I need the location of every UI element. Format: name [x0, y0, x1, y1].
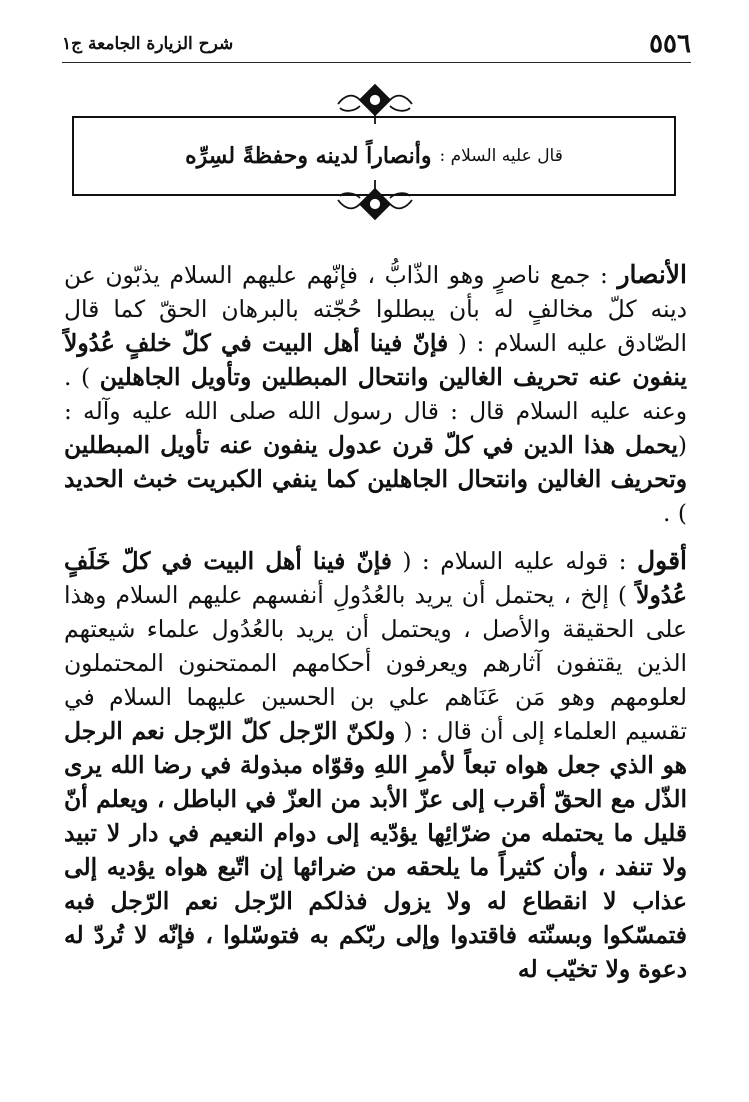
text-run: ) إلخ ، يحتمل أن يريد بالعُدُولِ أنفسهم عليهم السلام وهذا على الحقيقة والأصل ، ويحتمل أن يريد بالعُدُول علماء شيعتهم الذين يقتفون آثارهم ويعرفون أحكامهم الممتحنون المحتملون لعلومهم وهو مَن عَنَاهم علي بن الحسين عليهما السلام في تقسيم العلماء إلى أن قال : ( — [64, 581, 687, 745]
heading-quote: وأنصاراً لدينه وحفظةً لسِرِّه — [185, 143, 432, 169]
term-ansar: الأنصار — [617, 260, 687, 289]
running-head — [62, 26, 691, 63]
paragraph-ansar — [64, 258, 687, 530]
page-number: ٥٥٦ — [649, 29, 691, 59]
quote-repeat: فإنّ فينا أهل البيت في كلّ خَلَفٍ عُدُولاً — [64, 547, 687, 609]
paragraph-aqul — [64, 544, 687, 986]
text-run: : جمع ناصرٍ وهو الذّابُّ ، فإنّهم عليهم السلام يذبّون عن دينه كلّ مخالفٍ له بأن يبطلوا حُجّته بالبرهان الحقّ كما قال الصّادق عليه السلام : ( — [64, 261, 687, 357]
ornament-bottom-icon — [330, 178, 420, 222]
quote-sadiq: فإنّ فينا أهل البيت في كلّ خلفٍ عُدُولاً ينفون عنه تحريف الغالين وانتحال المبطلين وتأويل الجاهلين — [64, 329, 687, 391]
body-text — [64, 258, 687, 986]
text-run: ) . وعنه عليه السلام قال : قال رسول الله صلى الله عليه وآله : ( — [64, 363, 687, 459]
quote-ali-ibn-husayn: ولكنّ الرّجل كلّ الرّجل نعم الرجل هو الذي جعل هواه تبعاً لأمرِ اللهِ وقوّاه مبذولة في رضا الله يرى الذّل مع الحقّ أقرب إلى عزّ الأبد من العزّ في الباطل ، ويعلم أنّ قليل ما يحتمله من ضرّائِها يؤدّيه إلى دوام النعيم في دار لا تبيد ولا تنفد ، وأن كثيراً ما يلحقه من ضرائها إن اتّبع هواه يؤديه إلى عذاب لا انقطاع له ولا يزول فذلكم الرّجل نعم الرّجل فبه فتمسّكوا وبسنّته فاقتدوا وإلى ربّكم به فتوسّلوا ، فإنّه لا تُردّ له دعوة ولا تخيّب له — [64, 717, 687, 983]
book-title: شرح الزيارة الجامعة ج١ — [62, 34, 234, 54]
text-run: : قوله عليه السلام : ( — [391, 547, 637, 575]
term-aqul: أقول — [637, 546, 687, 575]
quote-prophet: يحمل هذا الدين في كلّ قرن عدول ينفون عنه تأويل المبطلين وتحريف الغالين وانتحال الجاهلين كما ينفي الكبريت خبث الحديد — [64, 431, 687, 493]
heading-label: قال عليه السلام : — [439, 146, 563, 166]
text-run: ) . — [663, 499, 687, 527]
